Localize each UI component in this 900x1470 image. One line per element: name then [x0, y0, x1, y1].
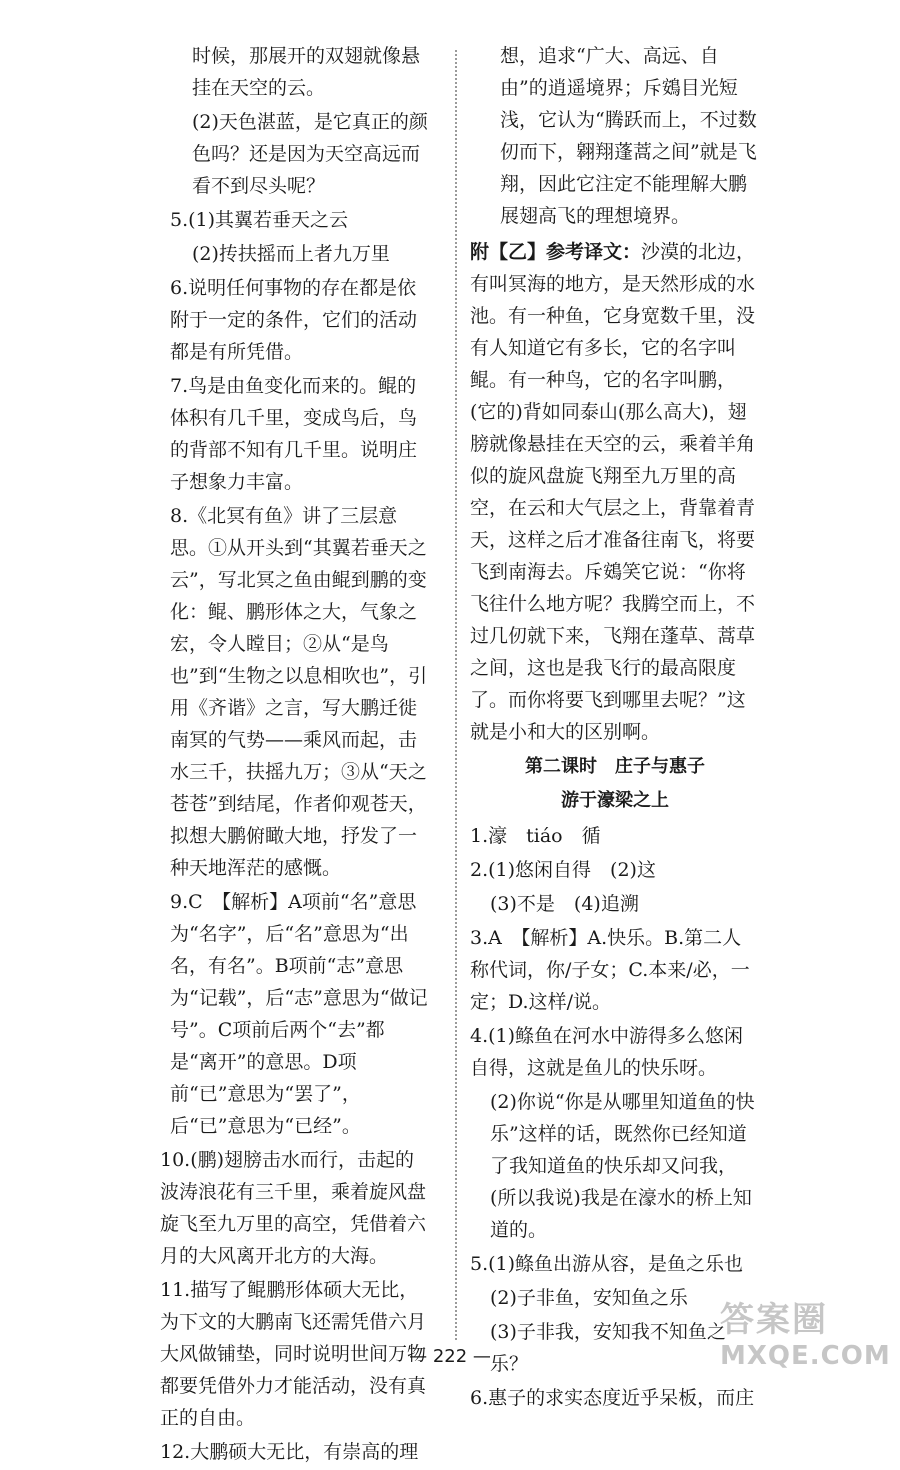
- answer-item: (2)抟扶摇而上者九万里: [192, 243, 390, 265]
- answer-item: 8.《北冥有鱼》讲了三层意思。①从开头到“其翼若垂天之云”，写北冥之鱼由鲲到鹏的变化：鲲、鹏形体之大，气象之宏，令人瞠目；②从“是鸟也”到“生物之以息相吹也”，引用《齐谐》之言，写大鹏迁徙南冥的气势——乘风而起，击水三千，扶摇九万；③从“天之苍苍”到结尾，作者仰观苍天，拟想大鹏俯瞰大地，抒发了一种天地浑茫的感慨。: [170, 505, 428, 879]
- answer-item: (2)天色湛蓝，是它真正的颜色吗？还是因为天空高远而看不到尽头呢？: [192, 111, 428, 197]
- translation-paragraph: [470, 236, 760, 748]
- answer-item: 5.(1)鲦鱼出游从容，是鱼之乐也: [470, 1253, 744, 1275]
- answer-item: 7.鸟是由鱼变化而来的。鲲的体积有几千里，变成鸟后，鸟的背部不知有几千里。说明庄子想象力丰富。: [170, 375, 418, 493]
- answer-item: (2)你说“你是从哪里知道鱼的快乐”这样的话，既然你已经知道了我知道鱼的快乐却又问我，(所以我说)我是在濠水的桥上知道的。: [490, 1091, 755, 1241]
- answer-item: 1.濠 tiáo 循: [470, 825, 601, 847]
- answer-item: 3.A 【解析】A.快乐。B.第二人称代词，你/子女；C.本来/必，一定；D.这样/说。: [470, 927, 750, 1013]
- translation-label: 附【乙】参考译文：: [470, 241, 642, 263]
- answer-item: 10.(鹏)翅膀击水而行，击起的波涛浪花有三千里，乘着旋风盘旋飞至九万里的高空，凭借着六月的大风离开北方的大海。: [160, 1149, 427, 1267]
- watermark-url: MXQE.COM: [720, 1341, 891, 1371]
- answer-item: 时候，那展开的双翅就像悬挂在天空的云。: [192, 45, 421, 99]
- column-divider: [455, 50, 457, 1340]
- answer-item: 6.说明任何事物的存在都是依附于一定的条件，它们的活动都是有所凭借。: [170, 277, 418, 363]
- left-column: [160, 40, 430, 1470]
- answer-item: 2.(1)悠闲自得 (2)这: [470, 859, 656, 881]
- answer-item: 11.描写了鲲鹏形体硕大无比，为下文的大鹏南飞还需凭借六月大风做铺垫，同时说明世间万物都要凭借外力才能活动，没有真正的自由。: [160, 1279, 427, 1429]
- answer-item: 4.(1)鲦鱼在河水中游得多么悠闲自得，这就是鱼儿的快乐呀。: [470, 1025, 744, 1079]
- answer-item: 6.惠子的求实态度近乎呆板，而庄: [470, 1387, 755, 1409]
- right-column: [470, 40, 760, 1416]
- answer-continuation: 想，追求“广大、高远、自由”的逍遥境界；斥鴳目光短浅，它认为“腾跃而上，不过数仞而下，翱翔蓬蒿之间”就是飞翔，因此它注定不能理解大鹏展翅高飞的理想境界。: [500, 45, 757, 227]
- answer-item: (3)不是 (4)追溯: [490, 893, 639, 915]
- page-number: — 222 —: [409, 1346, 491, 1367]
- translation-text: 沙漠的北边，有叫冥海的地方，是天然形成的水池。有一种鱼，它身宽数千里，没有人知道它有多长，它的名字叫鲲。有一种鸟，它的名字叫鹏，(它的)背如同泰山(那么高大)，翅膀就像悬挂在天空的云，乘着羊角似的旋风盘旋飞翔至九万里的高空，在云和大气层之上，背靠着青天，这样之后才准备往南飞，将要飞到南海去。斥鴳笑它说：“你将飞往什么地方呢？我腾空而上，不过几仞就下来，飞翔在蓬草、蒿草之间，这也是我飞行的最高限度了。而你将要飞到哪里去呢？”这就是小和大的区别啊。: [470, 241, 756, 743]
- section-heading: 第二课时 庄子与惠子: [525, 756, 705, 777]
- answer-item: 9.C 【解析】A项前“名”意思为“名字”，后“名”意思为“出名，有名”。B项前“志”意思为“记载”，后“志”意思为“做记号”。C项前后两个“去”都是“离开”的意思。D项前“已”意思为“罢了”，后“已”意思为“已经”。: [170, 891, 428, 1137]
- watermark-logo-text: 答案圈: [720, 1300, 828, 1340]
- section-subheading: 游于濠梁之上: [561, 790, 669, 811]
- answer-item: 5.(1)其翼若垂天之云: [170, 209, 349, 231]
- answer-item: 12.大鹏硕大无比，有崇高的理: [160, 1441, 419, 1463]
- answer-item: (3)子非我，安知我不知鱼之乐？: [490, 1321, 726, 1375]
- answer-item: (2)子非鱼，安知鱼之乐: [490, 1287, 688, 1309]
- watermark: [720, 1300, 890, 1380]
